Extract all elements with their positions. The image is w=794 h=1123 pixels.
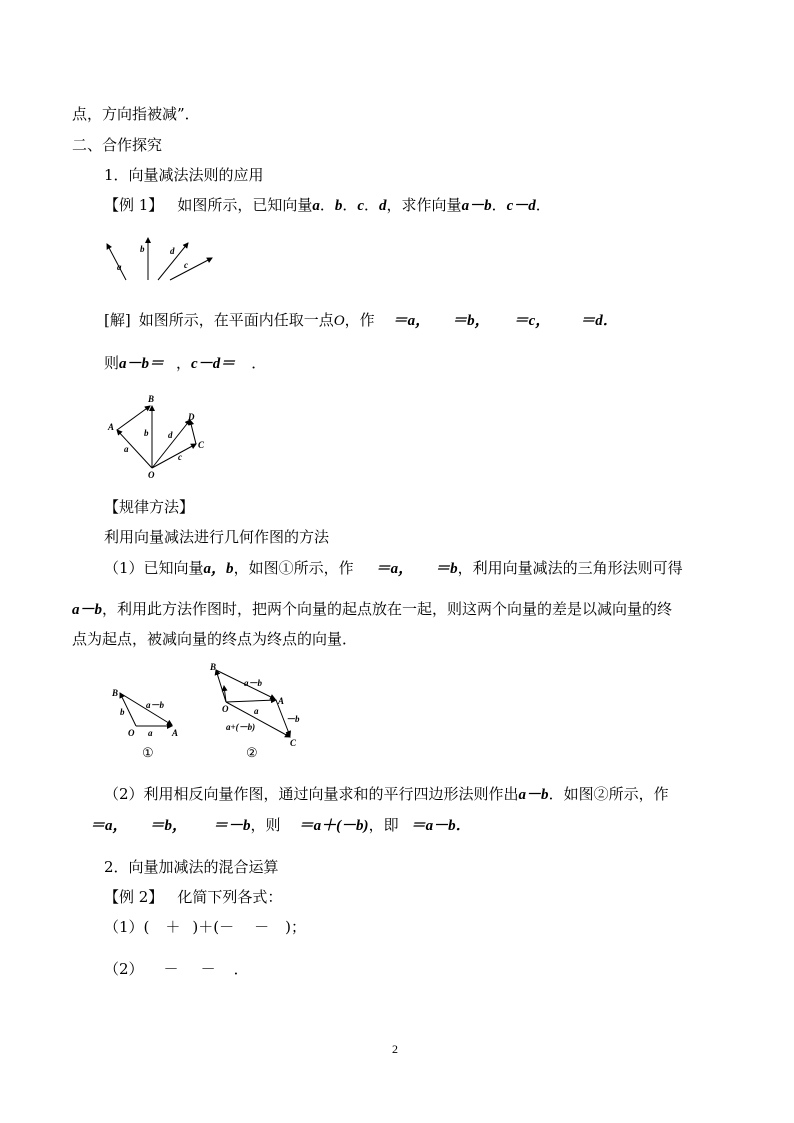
label-c: c xyxy=(178,452,182,462)
eq: ＝a＋(－b) xyxy=(298,818,369,834)
text: 2．向量加减法的混合运算 xyxy=(104,858,279,876)
text: 点为起点，被减向量的终点为终点的向量． xyxy=(72,630,358,648)
figure-2-number xyxy=(246,744,258,764)
text: ．如图②所示，作 xyxy=(548,785,669,803)
text: （2）利用相反向量作图，通过向量求和的平行四边形法则作出 xyxy=(104,785,519,803)
label-a-minus-b: a－b xyxy=(244,678,263,688)
method-1-line-2 xyxy=(72,599,672,620)
label-B: B xyxy=(112,688,119,698)
text: ，如图①所示，作 xyxy=(233,559,354,577)
eq: ＝b xyxy=(435,561,458,577)
example-1-line: 【例 1】 如图所示，已知向量a．b．c．d，求作向量a－b．c－d． xyxy=(104,196,551,214)
text: ＋ xyxy=(165,918,181,936)
figure-solution-1 xyxy=(104,390,214,480)
figure-1-triangle xyxy=(108,684,184,742)
eq: ＝a， xyxy=(90,818,128,834)
text: 化简下列各式： xyxy=(177,888,283,906)
text: ，求作向量 xyxy=(386,196,462,214)
text: 利用向量减法进行几何作图的方法 xyxy=(104,528,330,546)
text: 则 xyxy=(104,354,120,372)
expr: a－b xyxy=(72,602,103,618)
label-A: A xyxy=(108,422,115,432)
var: a xyxy=(312,198,320,214)
text: 如图所示，在平面内任取一点 xyxy=(138,311,334,329)
eq: ＝a， xyxy=(375,561,414,577)
eq: ＝a－b． xyxy=(410,818,471,834)
text: － xyxy=(254,918,270,936)
method-2-line-1 xyxy=(104,784,669,805)
text: （1）已知向量 xyxy=(104,559,204,577)
text: 【规律方法】 xyxy=(104,498,195,516)
eq: ＝－b xyxy=(213,818,251,834)
label-b: b xyxy=(120,707,125,717)
text: ． xyxy=(251,354,267,372)
text: ，利用此方法作图时，把两个向量的起点放在一起，则这两个向量的差是以减向量的终 xyxy=(102,600,673,618)
text-line-1 xyxy=(72,104,200,124)
eq: ＝b， xyxy=(452,313,490,329)
label-a-minus-b: a－b xyxy=(146,700,165,710)
question-2 xyxy=(104,959,249,979)
text: ，即 xyxy=(368,816,399,834)
label-O: O xyxy=(128,728,135,738)
label-a: a xyxy=(254,706,259,716)
text: 1．向量减法法则的应用 xyxy=(104,166,264,184)
text: （1）( xyxy=(104,918,150,936)
label-D: D xyxy=(188,412,195,422)
eq: ＝a， xyxy=(392,313,431,329)
var: d xyxy=(379,198,387,214)
label-b: b xyxy=(140,244,145,254)
text: )＋(－ xyxy=(192,918,235,936)
label-C: C xyxy=(198,440,205,450)
label-d: d xyxy=(170,246,175,256)
text: － xyxy=(163,960,179,978)
question-1 xyxy=(104,917,306,937)
section-heading-2 xyxy=(72,135,162,155)
point-O: O xyxy=(333,313,345,329)
subsection-heading-1 xyxy=(104,165,264,185)
expr: a－b xyxy=(461,198,492,214)
label-O: O xyxy=(222,704,229,714)
rule-heading xyxy=(104,497,194,517)
text: 如图所示，已知向量 xyxy=(177,196,313,214)
label-O: O xyxy=(148,470,155,480)
label-A: A xyxy=(172,728,179,738)
solution-line xyxy=(104,310,618,331)
expr: a－b xyxy=(518,787,549,803)
figure-vectors-abcd xyxy=(102,236,217,284)
var: c xyxy=(357,198,365,214)
expr: a－b＝ xyxy=(119,356,165,372)
expr: c－d＝ xyxy=(191,356,236,372)
method-1-line-1 xyxy=(104,558,683,579)
text: ② xyxy=(246,746,258,761)
label-a: a xyxy=(124,444,129,454)
example-2-line xyxy=(104,887,282,907)
eq: ＝d． xyxy=(580,313,618,329)
text: ① xyxy=(142,746,154,761)
eq: ＝c， xyxy=(513,313,551,329)
page-number: 2 xyxy=(392,1042,398,1056)
eq: ＝b， xyxy=(149,818,188,834)
method-2-line-2 xyxy=(90,815,471,836)
rule-title xyxy=(104,527,329,547)
label-b: b xyxy=(144,428,149,438)
label-C: C xyxy=(290,738,297,748)
example-tag: 【例 2】 xyxy=(104,888,164,906)
label-a: a xyxy=(117,262,122,272)
expr: c－d xyxy=(506,198,536,214)
label-c: c xyxy=(184,260,188,270)
figure-1-number xyxy=(142,744,154,764)
text: ． xyxy=(233,960,249,978)
text: ，利用向量减法的三角形法则可得 xyxy=(457,559,683,577)
label-d: d xyxy=(168,430,173,440)
figure-2-parallelogram xyxy=(204,660,304,748)
vars: a，b xyxy=(203,561,234,577)
text: 二、合作探究 xyxy=(72,136,163,154)
label-B: B xyxy=(210,662,217,672)
text: )； xyxy=(285,918,307,936)
text: 点，方向指被减”． xyxy=(72,105,200,123)
text: ，作 xyxy=(344,311,375,329)
label-a-plus-neg-b: a+(－b) xyxy=(226,722,256,732)
label-A: A xyxy=(278,696,285,706)
var: b xyxy=(334,198,343,214)
label-B: B xyxy=(148,394,155,404)
text: （2） xyxy=(104,960,144,978)
label-a: a xyxy=(148,728,153,738)
label-neg-b: －b xyxy=(286,714,300,724)
result-line xyxy=(104,353,266,374)
method-1-line-3 xyxy=(72,629,357,649)
subsection-heading-2 xyxy=(104,857,279,877)
text: － xyxy=(200,960,216,978)
text: ，则 xyxy=(250,816,281,834)
solution-tag: [解] xyxy=(104,311,131,329)
text: ， xyxy=(176,354,192,372)
example-tag: 【例 1】 xyxy=(104,196,164,214)
